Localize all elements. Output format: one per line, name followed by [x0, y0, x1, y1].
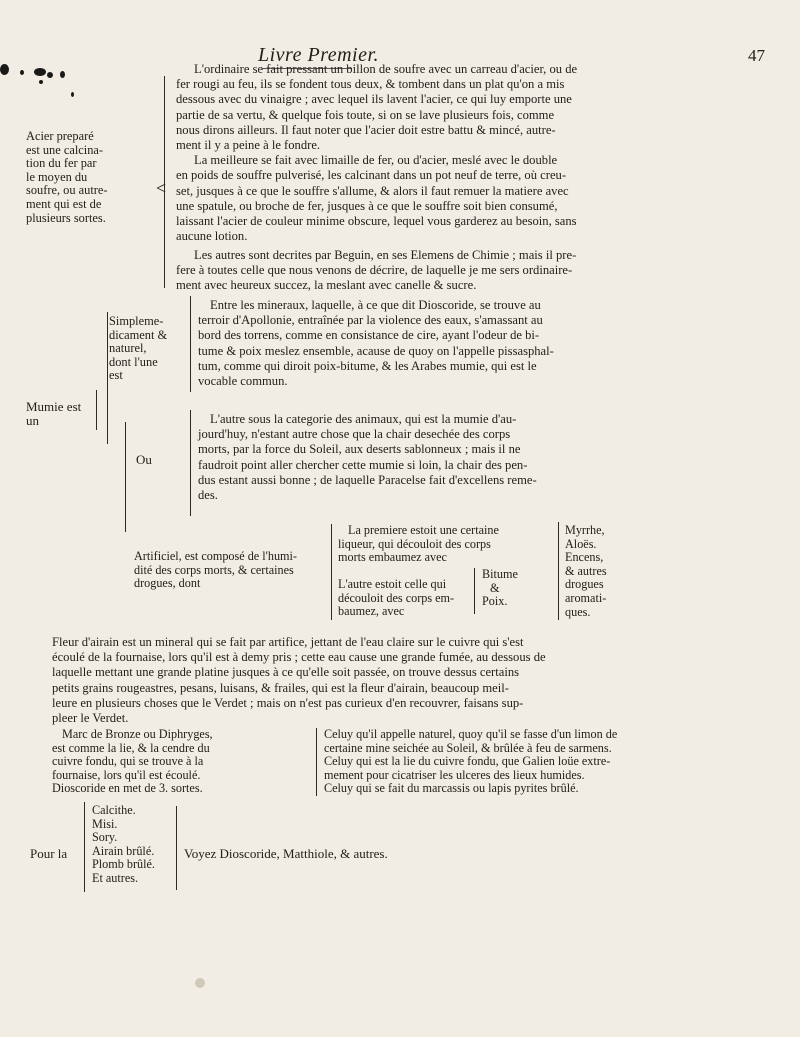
- text-line: mement pour cicatriser les ulceres des lieux humides.: [324, 767, 585, 782]
- list-item: Plomb brûlé.: [92, 857, 155, 872]
- text-line: dité des corps morts, & certaines: [134, 562, 294, 577]
- margin-line: plusieurs sortes.: [26, 210, 106, 225]
- text-line: certaine mine seichée au Soleil, & brûlée à feu de sarmens.: [324, 740, 612, 755]
- mumie-mineral-text: [198, 298, 766, 389]
- text-line: petits grains rougeastres, pesans, luisans, & frailes, qui est la fleur d'airain, beaucoup meil-: [52, 680, 509, 695]
- margin-line: tion du fer par: [26, 156, 97, 171]
- text-line: cuivre fondu, qui se trouve à la: [52, 754, 204, 769]
- text-line: tume & poix meslez ensemble, acause de quoy on l'appelle pissasphal-: [198, 343, 554, 358]
- text-line: morts, par la force du Soleil, aux deserts sablonneux ; mais il ne: [198, 442, 521, 457]
- running-title: Livre Premier.: [258, 44, 380, 66]
- text-line: aucune lotion.: [176, 229, 248, 244]
- text-line: Celuy qui est la lie du cuivre fondu, que Galien loüe extre-: [324, 754, 611, 769]
- mumie-simple: [109, 315, 189, 383]
- text-line: Dioscoride en met de 3. sortes.: [52, 781, 203, 796]
- text-line: drogues, dont: [134, 576, 201, 591]
- margin-line: est: [109, 368, 123, 383]
- text-line: leure en plusieurs choses que le Verdet ; mais on n'est pas curieux d'en recouvrer, faisans sup-: [52, 695, 524, 710]
- text-line: écoulé de la fournaise, lors qu'il est à demy pris ; cette eau cause une grande fumée, au dessous de: [52, 650, 546, 665]
- text-line: ment avec heureux succez, la meslant avec canelle & sucre.: [176, 278, 477, 293]
- text-line: Poix.: [482, 594, 508, 609]
- pour-la-right-bracket: [176, 806, 177, 890]
- brace-tip: <: [156, 178, 167, 198]
- mumie-bracket: [96, 390, 97, 430]
- text-line: morts embaumez avec: [338, 550, 447, 565]
- text-line: pleer le Verdet.: [52, 711, 129, 726]
- text-line: La premiere estoit une certaine: [348, 523, 499, 537]
- text-line: faudroit point aller chercher cette mumie si loin, la chair des pen-: [198, 457, 528, 472]
- margin-line: le moyen du: [26, 169, 88, 184]
- list-item: Airain brûlé.: [92, 843, 155, 858]
- text-line: &: [490, 580, 500, 595]
- mumie-artificiel: [134, 550, 324, 591]
- margin-line: Acier preparé: [26, 129, 94, 143]
- text-line: découloit des corps em-: [338, 590, 455, 605]
- list-item: Misi.: [92, 816, 118, 831]
- text-line: drogues: [565, 577, 604, 592]
- mumie-animal-text: [198, 412, 766, 503]
- text-line: ques.: [565, 604, 591, 619]
- text-line: vocable commun.: [198, 374, 288, 389]
- text-line: terroir d'Apollonie, entraînée par la violence des eaux, s'amassant au: [198, 313, 543, 328]
- mumie-premiere: [338, 524, 538, 565]
- margin-line: dont l'une: [109, 354, 158, 369]
- list-item: Et autres.: [92, 870, 139, 885]
- margin-note-acier: [26, 130, 161, 225]
- text-line: & autres: [565, 563, 607, 578]
- text-line: baumez, avec: [338, 604, 405, 619]
- list-item: Calcithe.: [92, 803, 136, 817]
- mumie-spices: [565, 524, 635, 619]
- pour-la-bracket: [84, 802, 85, 892]
- mumie-label-line: un: [26, 412, 39, 428]
- text-line: Myrrhe,: [565, 523, 605, 537]
- text-line: aromati-: [565, 590, 607, 605]
- text-line: laissant l'acier de couleur minime obscure, lequel vous garderez au besoin, sans: [176, 214, 577, 229]
- text-line: des.: [198, 488, 218, 503]
- text-line: ment il y a peine à le fondre.: [176, 138, 321, 153]
- text-line: La meilleure se fait avec limaille de fer, ou d'acier, meslé avec le double: [194, 153, 558, 168]
- animal-bracket: [190, 410, 191, 516]
- text-line: L'autre sous la categorie des animaux, qui est la mumie d'au-: [210, 412, 517, 426]
- text-line: fer rougi au feu, ils se fondent tous deux, & tombent dans un plat qu'on a mis: [176, 77, 565, 92]
- artificiel-bracket: [331, 524, 332, 620]
- text-line: en poids de souffre pulverisé, les calcinant dans un pot neuf de terre, où creu-: [176, 168, 567, 183]
- text-line: bord des torrens, comme en consistance de cire, ayant l'odeur de bi-: [198, 328, 540, 343]
- text-line: Celuy qui se fait du marcassis ou lapis pyrites brûlé.: [324, 781, 579, 796]
- text-line: une spatule, ou broche de fer, jusques à ce que le souffre soit bien consumé,: [176, 198, 558, 213]
- text-line: Bitume: [482, 567, 518, 581]
- text-line: est comme la lie, & la cendre du: [52, 740, 210, 755]
- pour-la-label: Pour la: [30, 846, 68, 861]
- text-line: laquelle mettant une grande platine jusques à ce qu'elle soit passée, on trouve dessus certains: [52, 665, 520, 680]
- text-line: Entre les mineraux, laquelle, à ce que dit Dioscoride, se trouve au: [210, 298, 541, 312]
- margin-line: ment qui est de: [26, 196, 102, 211]
- mumie-label: [26, 400, 81, 427]
- text-line: tum, comme qui diroit poix-bitume, & les Arabes mumie, qui est le: [198, 358, 537, 373]
- text-line: jourd'huy, n'estant autre chose que la chair desechée des corps: [198, 427, 511, 442]
- text-line: partie de sa vertu, & quelque fois toute, si on se lave plusieurs fois, comme: [176, 107, 555, 122]
- text-line: Fleur d'airain est un mineral qui se fait par artifice, jettant de l'eau claire sur le cuivre qui s'est: [52, 635, 524, 649]
- text-line: Marc de Bronze ou Diphryges,: [62, 727, 213, 741]
- mumie-simple-bracket: [107, 312, 108, 444]
- text-line: liqueur, qui découloit des corps: [338, 536, 491, 551]
- text-line: nous dirons ailleurs. Il faut noter que l'acier doit estre battu & mincé, autre-: [176, 122, 556, 137]
- mineral-bracket: [190, 296, 191, 392]
- margin-line: soufre, ou autre-: [26, 183, 108, 198]
- paragraph-fleur: [52, 635, 766, 726]
- text-line: dessous avec du vinaigre ; avec lequel ils lavent l'acier, ce qui luy emporte une: [176, 92, 572, 107]
- text-line: Aloës.: [565, 536, 597, 551]
- text-line: Artificiel, est composé de l'humi-: [134, 549, 297, 563]
- text-line: fournaise, lors qu'il est écoulé.: [52, 767, 201, 782]
- text-line: L'autre estoit celle qui: [338, 577, 447, 591]
- list-item: Sory.: [92, 830, 118, 845]
- text-line: dus estant aussi bonne ; de laquelle Paracelse fait d'excellens reme-: [198, 472, 537, 487]
- mumie-bitume: [482, 568, 542, 609]
- mumie-ou: Ou: [136, 452, 152, 467]
- text-line: Les autres sont decrites par Beguin, en ses Elemens de Chimie ; mais il pre-: [194, 248, 577, 262]
- voyez-reference: Voyez Dioscoride, Matthiole, & autres.: [184, 846, 388, 861]
- marc-right: [324, 728, 764, 796]
- paragraph-acier: [176, 62, 766, 244]
- marc-left: [52, 728, 322, 796]
- margin-line: dicament &: [109, 327, 168, 342]
- spices-bracket: [558, 522, 559, 620]
- margin-line: Simpleme-: [109, 314, 164, 328]
- text-line: set, jusques à ce que le souffre s'allume, & alors il faut remuer la matiere avec: [176, 183, 569, 198]
- text-line: Encens,: [565, 550, 604, 565]
- text-line: fere à toutes celle que nous venons de décrire, de laquelle je me sers ordinaire-: [176, 263, 573, 278]
- margin-line: naturel,: [109, 341, 147, 356]
- marc-bracket: [316, 728, 317, 796]
- page-number: 47: [748, 46, 765, 65]
- mumie-main-bracket: [125, 422, 126, 532]
- margin-line: est une calcina-: [26, 142, 104, 157]
- paragraph-autres: [176, 248, 766, 294]
- bitume-bracket: [474, 568, 475, 614]
- text-line: L'ordinaire se fait pressant un billon de soufre avec un carreau d'acier, ou de: [194, 62, 578, 76]
- mumie-label-line: Mumie est: [26, 399, 82, 414]
- pour-la-list: [92, 804, 202, 886]
- text-line: Celuy qu'il appelle naturel, quoy qu'il se fasse d'un limon de: [324, 727, 618, 741]
